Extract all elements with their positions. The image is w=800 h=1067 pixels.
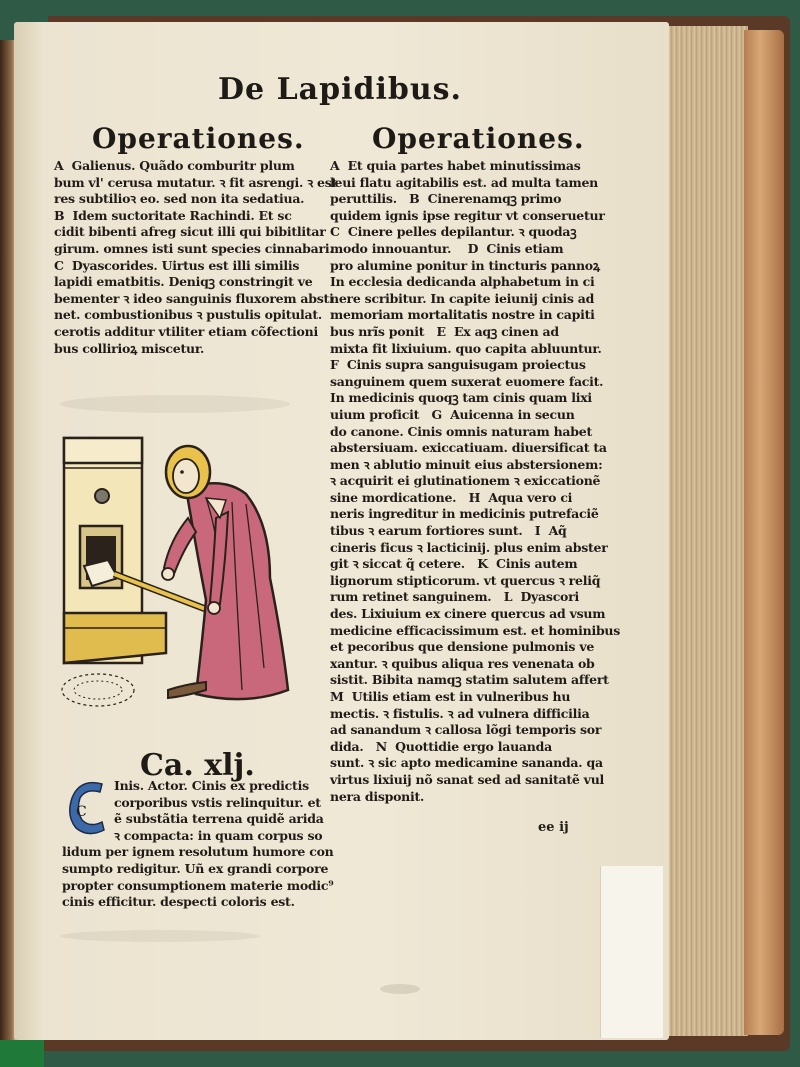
text-line: lapidi ematbitis. Deniqꝫ constringit ve	[54, 274, 313, 290]
background-corner-green	[0, 1040, 44, 1067]
chapter-heading: Ca. xlj.	[140, 748, 255, 783]
svg-text:C: C	[76, 804, 87, 820]
text-line: ad sanandum ꝛ callosa lõgi temporis sor	[330, 722, 602, 738]
text-line: cineris ficus ꝛ lacticinij. plus enim abster	[330, 539, 608, 555]
text-line: xantur. ꝛ quibus aliqua res venenata ob	[330, 655, 595, 671]
text-line: bum vl' cerusa mutatur. ꝛ fit asrengi. ꝛ est	[54, 174, 338, 190]
page-stain	[60, 395, 290, 413]
text-line: ẽ substãtia terrena quidẽ arida	[114, 811, 324, 827]
left-column-heading: Operationes.	[92, 122, 305, 155]
text-line: virtus lixiuij nõ sanat sed ad sanitatẽ vul	[330, 771, 605, 787]
text-line: des. Lixiuium ex cinere quercus ad vsum	[330, 606, 606, 622]
text-line: cinis efficitur. despecti coloris est.	[62, 894, 295, 910]
woodcut-illustration	[56, 428, 306, 713]
text-line: In ecclesia dedicanda alphabetum in ci	[330, 274, 595, 290]
right-column-heading: Operationes.	[372, 122, 585, 155]
text-line: M Utilis etiam est in vulneribus hu	[330, 689, 571, 704]
page-stain	[380, 984, 420, 994]
text-line: cerotis additur vtiliter etiam cõfectioni	[54, 323, 318, 339]
cover-edge	[744, 30, 784, 1035]
text-line: sine mordicatione. H Aqua vero ci	[330, 489, 573, 505]
text-line: C Dyascorides. Uirtus est illi similis	[54, 257, 300, 273]
text-line: dida. N Quottidie ergo lauanda	[330, 738, 552, 754]
text-line: res subtilioꝛ eo. sed non ita sedatiua.	[54, 191, 305, 207]
text-line: corporibus vstis relinquitur. et	[114, 794, 321, 810]
left-column-text	[54, 158, 337, 357]
text-line: modo innouantur. D Cinis etiam	[330, 240, 564, 256]
text-line: B Idem suctoritate Rachindi. Et sc	[54, 207, 292, 223]
right-column-text	[330, 158, 620, 805]
text-line: bus collirioꝝ miscetur.	[54, 340, 205, 356]
text-line: sumpto redigitur. Uñ ex grandi corpore	[62, 860, 329, 876]
text-line: mectis. ꝛ fistulis. ꝛ ad vulnera difficilia	[330, 705, 590, 721]
text-line: A Et quia partes habet minutissimas	[330, 158, 581, 173]
text-line: In medicinis quoqꝫ tam cinis quam lixi	[330, 390, 592, 406]
text-line: F Cinis supra sanguisugam proiectus	[330, 357, 586, 373]
text-line: men ꝛ ablutio minuit eius abstersionem:	[330, 456, 603, 472]
text-line: cidit bibenti afreg sicut illi qui bibitlitar	[54, 224, 326, 240]
chapter-text	[62, 778, 334, 911]
text-line: git ꝛ siccat q̃ cetere. K Cinis autem	[330, 556, 578, 572]
text-line: bus nrĩs ponit E Ex aqꝫ cinen ad	[330, 323, 559, 339]
text-line: net. combustionibus ꝛ pustulis opitulat.	[54, 307, 323, 323]
text-line: nera disponit.	[330, 788, 425, 804]
text-line: neris ingreditur in medicinis putrefaciẽ	[330, 506, 599, 522]
text-line: lidum per ignem resolutum humore con	[62, 844, 334, 860]
running-head: De Lapidibus.	[218, 72, 462, 107]
signature-mark: ee ij	[538, 820, 569, 835]
page-stack-edge	[666, 26, 748, 1036]
text-line: quidem ignis ipse regitur vt conseruetur	[330, 207, 605, 223]
text-line: tibus ꝛ earum fortiores sunt. I Aq̃	[330, 523, 567, 539]
woodcut-woman-tending-furnace-icon	[62, 438, 288, 706]
text-line: mixta fit lixiuium. quo capita abluuntur.	[330, 340, 602, 356]
text-line: nere scribitur. In capite ieiunij cinis ad	[330, 290, 595, 306]
text-line: bementer ꝛ ideo sanguinis fluxorem absti	[54, 290, 334, 306]
text-line: abstersiuam. exiccatiuam. diuersificat ta	[330, 440, 607, 456]
text-line: et pecoribus que densione pulmonis ve	[330, 639, 595, 655]
paper-slip	[600, 866, 663, 1038]
text-line: ꝛ compacta: in quam corpus so	[114, 827, 323, 843]
text-line: Inis. Actor. Cinis ex predictis	[114, 778, 309, 793]
text-line: do canone. Cinis omnis naturam habet	[330, 423, 592, 439]
text-line: ꝛ acquirit ei glutinationem ꝛ exiccationẽ	[330, 473, 601, 489]
text-line: sunt. ꝛ sic apto medicamine sananda. qa	[330, 755, 603, 771]
text-line: sanguinem quem suxerat euomere facit.	[330, 373, 604, 389]
text-line: C Cinere pelles depilantur. ꝛ quodaꝫ	[330, 224, 577, 240]
text-line: uium proficit G Auicenna in secun	[330, 406, 575, 422]
text-line: pro alumine ponitur in tincturis pannoꝝ	[330, 257, 600, 273]
text-line: girum. omnes isti sunt species cinnabari.	[54, 240, 334, 256]
text-line: rum retinet sanguinem. L Dyascori	[330, 589, 579, 605]
text-line: sistit. Bibita namqꝫ statim salutem affert	[330, 672, 609, 688]
text-line: propter consumptionem materie modic⁹	[62, 877, 334, 893]
text-line: peruttilis. B Cinerenamqꝫ primo	[330, 191, 562, 207]
text-line: lignorum stipticorum. vt quercus ꝛ reliq̃	[330, 572, 601, 588]
text-line: memoriam mortalitatis nostre in capiti	[330, 307, 595, 323]
text-line: A Galienus. Quãdo comburitr plum	[54, 158, 295, 173]
page-stain	[60, 930, 260, 942]
text-line: medicine efficacissimum est. et hominibus	[330, 622, 621, 638]
text-line: leui flatu agitabilis est. ad multa tamen	[330, 174, 599, 190]
